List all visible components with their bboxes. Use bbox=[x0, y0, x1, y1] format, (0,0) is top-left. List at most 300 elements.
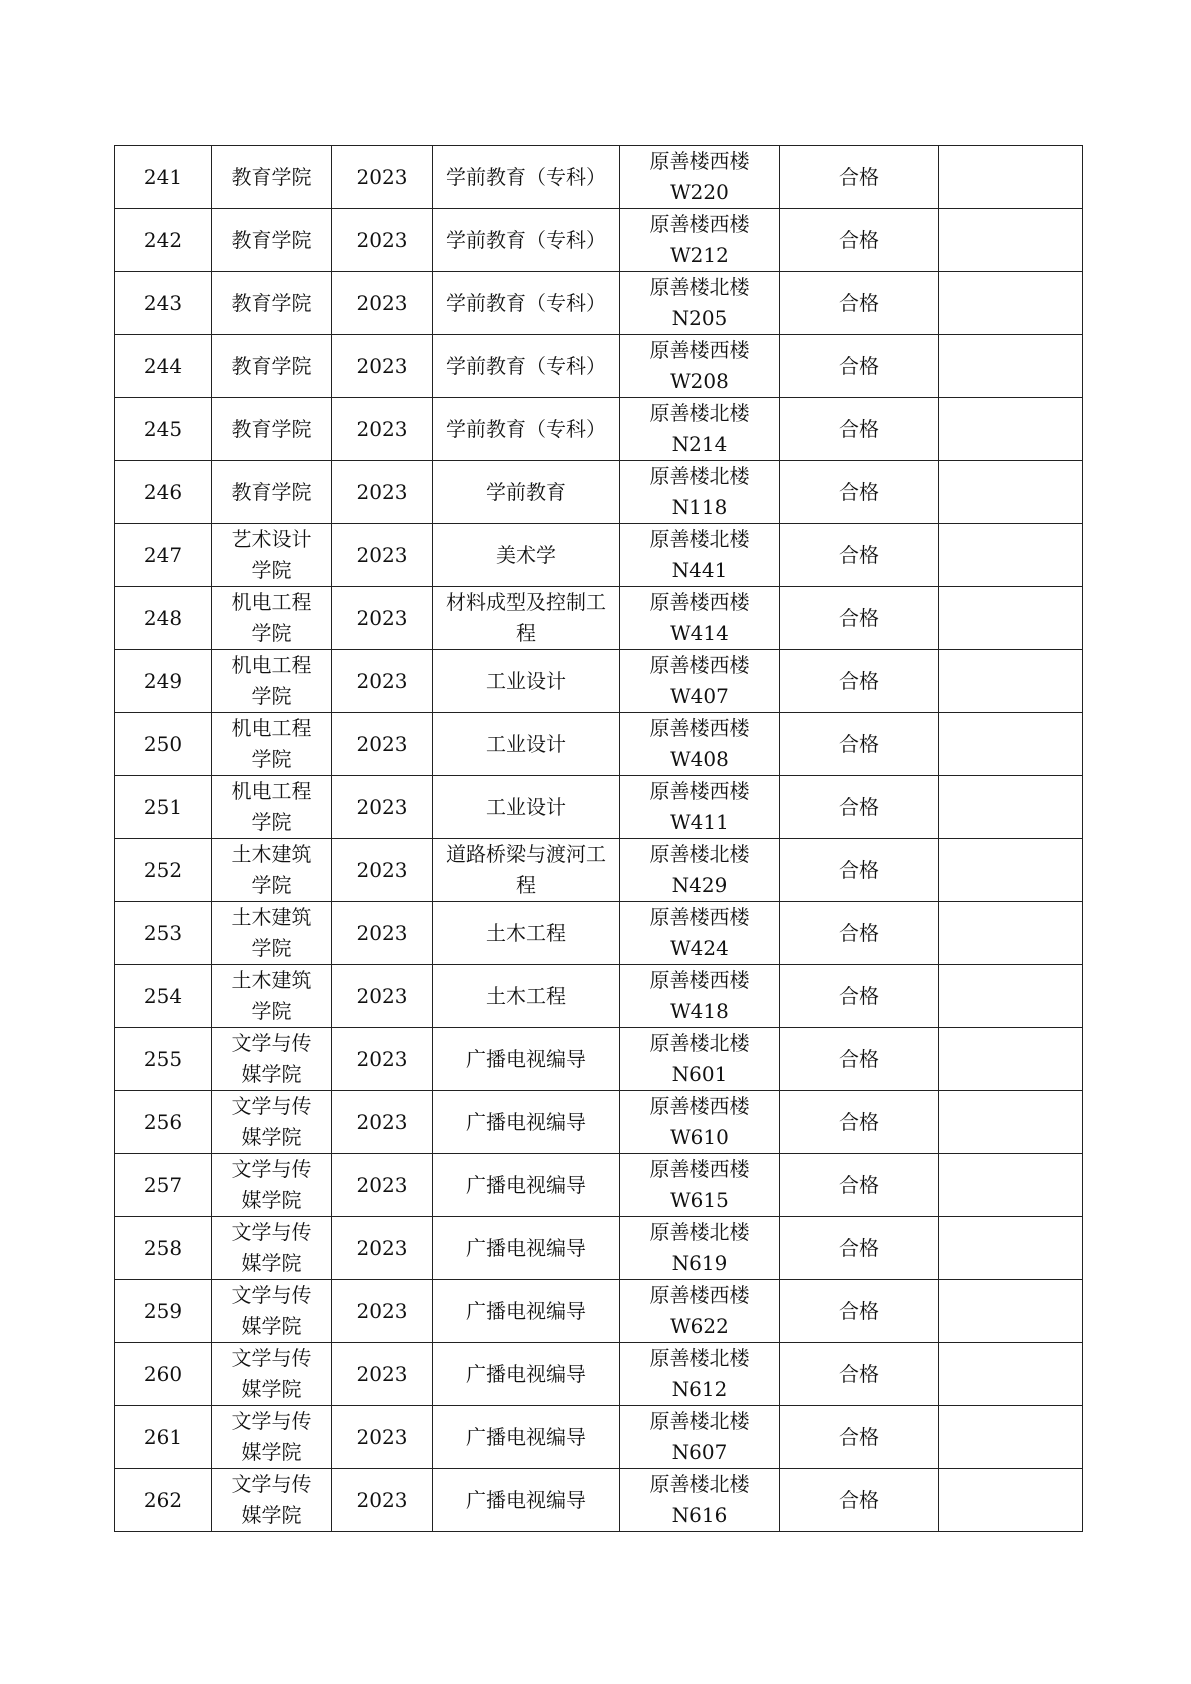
cell-note bbox=[939, 902, 1083, 965]
cell-number bbox=[115, 1028, 212, 1091]
cell-number bbox=[115, 146, 212, 209]
cell-major-text: 广播电视编导 bbox=[466, 1487, 586, 1512]
cell-year bbox=[332, 1091, 433, 1154]
table-row bbox=[115, 839, 1083, 902]
cell-year-text: 2023 bbox=[356, 605, 408, 630]
table-row bbox=[115, 1217, 1083, 1280]
cell-college-text: 艺术设计学院 bbox=[231, 527, 312, 582]
cell-college-text: 文学与传媒学院 bbox=[231, 1031, 312, 1086]
cell-note bbox=[939, 713, 1083, 776]
cell-college bbox=[212, 1154, 332, 1217]
cell-exam-room bbox=[620, 1469, 780, 1532]
room-number: W407 bbox=[670, 684, 729, 708]
cell-year bbox=[332, 146, 433, 209]
cell-major-text: 广播电视编导 bbox=[466, 1298, 586, 1323]
cell-number bbox=[115, 776, 212, 839]
cell-result-text: 合格 bbox=[839, 983, 879, 1008]
cell-number-text: 245 bbox=[143, 416, 183, 441]
table-row bbox=[115, 902, 1083, 965]
room-number: W615 bbox=[670, 1188, 729, 1212]
cell-note bbox=[939, 272, 1083, 335]
cell-note bbox=[939, 1217, 1083, 1280]
cell-number-text: 255 bbox=[143, 1046, 183, 1071]
cell-number-text: 248 bbox=[143, 605, 183, 630]
cell-result bbox=[780, 335, 939, 398]
cell-major-text: 材料成型及控制工程 bbox=[446, 590, 606, 645]
cell-note bbox=[939, 650, 1083, 713]
cell-college bbox=[212, 1469, 332, 1532]
cell-college-text: 机电工程学院 bbox=[231, 716, 312, 771]
cell-college-text: 文学与传媒学院 bbox=[231, 1346, 312, 1401]
cell-number-text: 243 bbox=[143, 290, 183, 315]
cell-result bbox=[780, 965, 939, 1028]
cell-number-text: 259 bbox=[143, 1298, 183, 1323]
room-building: 原善楼北楼 bbox=[649, 275, 750, 299]
cell-college bbox=[212, 776, 332, 839]
cell-exam-room bbox=[620, 1280, 780, 1343]
cell-college bbox=[212, 1091, 332, 1154]
cell-major-text: 广播电视编导 bbox=[466, 1109, 586, 1134]
room-building: 原善楼北楼 bbox=[649, 527, 750, 551]
cell-result-text: 合格 bbox=[839, 920, 879, 945]
cell-college bbox=[212, 902, 332, 965]
cell-college-text: 机电工程学院 bbox=[231, 779, 312, 834]
cell-major bbox=[433, 1343, 620, 1406]
cell-year-text: 2023 bbox=[356, 1109, 408, 1134]
cell-major bbox=[433, 335, 620, 398]
room-number: N601 bbox=[671, 1062, 728, 1086]
cell-result-text: 合格 bbox=[839, 1361, 879, 1386]
cell-exam-room bbox=[620, 524, 780, 587]
cell-major-text: 广播电视编导 bbox=[466, 1172, 586, 1197]
cell-result bbox=[780, 272, 939, 335]
cell-year-text: 2023 bbox=[356, 1424, 408, 1449]
table-row bbox=[115, 461, 1083, 524]
cell-college bbox=[212, 1406, 332, 1469]
cell-number bbox=[115, 398, 212, 461]
cell-number-text: 254 bbox=[143, 983, 183, 1008]
cell-college bbox=[212, 965, 332, 1028]
cell-year-text: 2023 bbox=[356, 731, 408, 756]
cell-note bbox=[939, 839, 1083, 902]
cell-result bbox=[780, 1280, 939, 1343]
cell-year-text: 2023 bbox=[356, 1298, 408, 1323]
cell-result bbox=[780, 587, 939, 650]
cell-year bbox=[332, 965, 433, 1028]
cell-college bbox=[212, 461, 332, 524]
cell-major bbox=[433, 587, 620, 650]
cell-number-text: 242 bbox=[143, 227, 183, 252]
room-building: 原善楼西楼 bbox=[649, 1094, 750, 1118]
cell-major bbox=[433, 272, 620, 335]
cell-number-text: 256 bbox=[143, 1109, 183, 1134]
cell-exam-room bbox=[620, 146, 780, 209]
cell-year-text: 2023 bbox=[356, 1172, 408, 1197]
cell-year bbox=[332, 1343, 433, 1406]
cell-year bbox=[332, 839, 433, 902]
cell-number bbox=[115, 209, 212, 272]
cell-college bbox=[212, 650, 332, 713]
table-body bbox=[115, 146, 1083, 1532]
table-row bbox=[115, 1343, 1083, 1406]
cell-college bbox=[212, 839, 332, 902]
cell-year-text: 2023 bbox=[356, 227, 408, 252]
cell-exam-room bbox=[620, 902, 780, 965]
cell-exam-room bbox=[620, 335, 780, 398]
cell-college-text: 机电工程学院 bbox=[231, 653, 312, 708]
room-building: 原善楼北楼 bbox=[649, 1346, 750, 1370]
cell-college-text: 机电工程学院 bbox=[231, 590, 312, 645]
cell-exam-room bbox=[620, 965, 780, 1028]
cell-result-text: 合格 bbox=[839, 353, 879, 378]
room-building: 原善楼北楼 bbox=[649, 1472, 750, 1496]
cell-college bbox=[212, 398, 332, 461]
cell-year bbox=[332, 335, 433, 398]
cell-exam-room bbox=[620, 272, 780, 335]
cell-year-text: 2023 bbox=[356, 668, 408, 693]
cell-year-text: 2023 bbox=[356, 794, 408, 819]
cell-note bbox=[939, 398, 1083, 461]
cell-major-text: 学前教育（专科） bbox=[446, 416, 606, 441]
cell-college-text: 教育学院 bbox=[231, 416, 312, 441]
cell-number bbox=[115, 1154, 212, 1217]
cell-major-text: 工业设计 bbox=[486, 731, 566, 756]
room-building: 原善楼西楼 bbox=[649, 338, 750, 362]
cell-year-text: 2023 bbox=[356, 164, 408, 189]
cell-result-text: 合格 bbox=[839, 1046, 879, 1071]
cell-note bbox=[939, 1406, 1083, 1469]
cell-number bbox=[115, 587, 212, 650]
cell-number-text: 246 bbox=[143, 479, 183, 504]
cell-year bbox=[332, 524, 433, 587]
cell-college bbox=[212, 587, 332, 650]
cell-year bbox=[332, 713, 433, 776]
cell-college bbox=[212, 1343, 332, 1406]
cell-result bbox=[780, 1154, 939, 1217]
cell-year-text: 2023 bbox=[356, 290, 408, 315]
cell-result bbox=[780, 650, 939, 713]
cell-college-text: 教育学院 bbox=[231, 227, 312, 252]
cell-exam-room bbox=[620, 1154, 780, 1217]
cell-exam-room bbox=[620, 1217, 780, 1280]
cell-result-text: 合格 bbox=[839, 227, 879, 252]
room-building: 原善楼北楼 bbox=[649, 401, 750, 425]
cell-college-text: 教育学院 bbox=[231, 290, 312, 315]
cell-number-text: 249 bbox=[143, 668, 183, 693]
cell-exam-room bbox=[620, 839, 780, 902]
cell-result-text: 合格 bbox=[839, 1109, 879, 1134]
cell-note bbox=[939, 1280, 1083, 1343]
cell-year-text: 2023 bbox=[356, 1361, 408, 1386]
cell-number bbox=[115, 1469, 212, 1532]
cell-major bbox=[433, 713, 620, 776]
cell-college bbox=[212, 1280, 332, 1343]
cell-result-text: 合格 bbox=[839, 857, 879, 882]
cell-number bbox=[115, 839, 212, 902]
room-building: 原善楼西楼 bbox=[649, 653, 750, 677]
cell-number-text: 247 bbox=[143, 542, 183, 567]
cell-note bbox=[939, 1469, 1083, 1532]
room-number: W418 bbox=[670, 999, 729, 1023]
cell-major-text: 美术学 bbox=[496, 542, 556, 567]
cell-major bbox=[433, 524, 620, 587]
table-row bbox=[115, 335, 1083, 398]
cell-major-text: 学前教育（专科） bbox=[446, 290, 606, 315]
cell-result bbox=[780, 1406, 939, 1469]
cell-major-text: 土木工程 bbox=[486, 983, 566, 1008]
cell-number-text: 253 bbox=[143, 920, 183, 945]
cell-year-text: 2023 bbox=[356, 1487, 408, 1512]
cell-result bbox=[780, 1469, 939, 1532]
cell-exam-room bbox=[620, 1091, 780, 1154]
cell-result bbox=[780, 146, 939, 209]
cell-college-text: 文学与传媒学院 bbox=[231, 1157, 312, 1212]
room-number: N214 bbox=[671, 432, 728, 456]
room-building: 原善楼北楼 bbox=[649, 464, 750, 488]
cell-major bbox=[433, 965, 620, 1028]
cell-college bbox=[212, 1217, 332, 1280]
cell-year-text: 2023 bbox=[356, 542, 408, 567]
cell-college bbox=[212, 1028, 332, 1091]
cell-major bbox=[433, 146, 620, 209]
cell-major bbox=[433, 1217, 620, 1280]
cell-number bbox=[115, 461, 212, 524]
cell-note bbox=[939, 1028, 1083, 1091]
cell-major-text: 学前教育 bbox=[486, 479, 566, 504]
cell-year-text: 2023 bbox=[356, 416, 408, 441]
cell-note bbox=[939, 1343, 1083, 1406]
cell-result-text: 合格 bbox=[839, 1235, 879, 1260]
cell-result bbox=[780, 209, 939, 272]
cell-year bbox=[332, 1280, 433, 1343]
cell-note bbox=[939, 146, 1083, 209]
cell-year bbox=[332, 398, 433, 461]
cell-result-text: 合格 bbox=[839, 731, 879, 756]
table-row bbox=[115, 650, 1083, 713]
room-number: W408 bbox=[670, 747, 729, 771]
table-row bbox=[115, 209, 1083, 272]
cell-college-text: 文学与传媒学院 bbox=[231, 1283, 312, 1338]
cell-number bbox=[115, 1091, 212, 1154]
cell-year bbox=[332, 650, 433, 713]
cell-note bbox=[939, 209, 1083, 272]
cell-year bbox=[332, 587, 433, 650]
cell-college bbox=[212, 272, 332, 335]
cell-exam-room bbox=[620, 461, 780, 524]
cell-result-text: 合格 bbox=[839, 290, 879, 315]
cell-number-text: 244 bbox=[143, 353, 183, 378]
cell-major-text: 道路桥梁与渡河工程 bbox=[446, 842, 606, 897]
table-row bbox=[115, 1091, 1083, 1154]
table-row bbox=[115, 272, 1083, 335]
cell-year-text: 2023 bbox=[356, 1235, 408, 1260]
room-number: N205 bbox=[671, 306, 728, 330]
cell-major-text: 学前教育（专科） bbox=[446, 353, 606, 378]
cell-number-text: 257 bbox=[143, 1172, 183, 1197]
cell-number bbox=[115, 650, 212, 713]
table-row bbox=[115, 1469, 1083, 1532]
cell-major bbox=[433, 1280, 620, 1343]
cell-result bbox=[780, 713, 939, 776]
table-row bbox=[115, 1280, 1083, 1343]
cell-major bbox=[433, 1028, 620, 1091]
room-number: W411 bbox=[670, 810, 729, 834]
room-building: 原善楼西楼 bbox=[649, 590, 750, 614]
cell-major bbox=[433, 902, 620, 965]
cell-exam-room bbox=[620, 398, 780, 461]
cell-result-text: 合格 bbox=[839, 416, 879, 441]
cell-result bbox=[780, 524, 939, 587]
cell-college-text: 土木建筑学院 bbox=[231, 842, 312, 897]
room-building: 原善楼西楼 bbox=[649, 1157, 750, 1181]
cell-major-text: 广播电视编导 bbox=[466, 1046, 586, 1071]
cell-major-text: 广播电视编导 bbox=[466, 1361, 586, 1386]
cell-result-text: 合格 bbox=[839, 1487, 879, 1512]
cell-college-text: 教育学院 bbox=[231, 353, 312, 378]
cell-college bbox=[212, 146, 332, 209]
cell-year-text: 2023 bbox=[356, 353, 408, 378]
cell-exam-room bbox=[620, 587, 780, 650]
room-building: 原善楼北楼 bbox=[649, 1409, 750, 1433]
table-row bbox=[115, 776, 1083, 839]
cell-year bbox=[332, 272, 433, 335]
table-row bbox=[115, 524, 1083, 587]
cell-year bbox=[332, 1217, 433, 1280]
cell-result bbox=[780, 461, 939, 524]
cell-number-text: 262 bbox=[143, 1487, 183, 1512]
cell-college-text: 土木建筑学院 bbox=[231, 968, 312, 1023]
table-row bbox=[115, 1406, 1083, 1469]
cell-result-text: 合格 bbox=[839, 479, 879, 504]
room-number: W220 bbox=[670, 180, 729, 204]
room-number: N612 bbox=[671, 1377, 728, 1401]
cell-major-text: 土木工程 bbox=[486, 920, 566, 945]
cell-result bbox=[780, 398, 939, 461]
cell-number bbox=[115, 965, 212, 1028]
cell-year bbox=[332, 1406, 433, 1469]
room-number: W208 bbox=[670, 369, 729, 393]
cell-result-text: 合格 bbox=[839, 542, 879, 567]
cell-note bbox=[939, 965, 1083, 1028]
cell-exam-room bbox=[620, 1406, 780, 1469]
cell-college-text: 教育学院 bbox=[231, 479, 312, 504]
cell-college-text: 文学与传媒学院 bbox=[231, 1220, 312, 1275]
cell-year-text: 2023 bbox=[356, 479, 408, 504]
cell-number-text: 252 bbox=[143, 857, 183, 882]
room-number: W424 bbox=[670, 936, 729, 960]
cell-number bbox=[115, 335, 212, 398]
table-row bbox=[115, 1154, 1083, 1217]
cell-number bbox=[115, 713, 212, 776]
cell-college-text: 文学与传媒学院 bbox=[231, 1094, 312, 1149]
cell-result-text: 合格 bbox=[839, 605, 879, 630]
cell-exam-room bbox=[620, 650, 780, 713]
cell-college-text: 文学与传媒学院 bbox=[231, 1409, 312, 1464]
cell-major bbox=[433, 1469, 620, 1532]
cell-number-text: 258 bbox=[143, 1235, 183, 1260]
room-number: N441 bbox=[671, 558, 728, 582]
cell-major bbox=[433, 1406, 620, 1469]
table-row bbox=[115, 1028, 1083, 1091]
cell-major bbox=[433, 209, 620, 272]
cell-number bbox=[115, 1217, 212, 1280]
cell-year-text: 2023 bbox=[356, 1046, 408, 1071]
cell-year bbox=[332, 1028, 433, 1091]
cell-number bbox=[115, 1280, 212, 1343]
cell-major-text: 工业设计 bbox=[486, 668, 566, 693]
room-number: N429 bbox=[671, 873, 728, 897]
cell-year bbox=[332, 461, 433, 524]
cell-exam-room bbox=[620, 209, 780, 272]
cell-number bbox=[115, 902, 212, 965]
cell-result-text: 合格 bbox=[839, 1424, 879, 1449]
cell-major bbox=[433, 776, 620, 839]
room-building: 原善楼西楼 bbox=[649, 212, 750, 236]
table-row bbox=[115, 146, 1083, 209]
cell-note bbox=[939, 1154, 1083, 1217]
cell-year bbox=[332, 209, 433, 272]
cell-result-text: 合格 bbox=[839, 1172, 879, 1197]
cell-note bbox=[939, 1091, 1083, 1154]
inspection-result-table bbox=[114, 145, 1083, 1532]
room-number: N616 bbox=[671, 1503, 728, 1527]
cell-year bbox=[332, 776, 433, 839]
cell-college bbox=[212, 713, 332, 776]
cell-year-text: 2023 bbox=[356, 857, 408, 882]
cell-number bbox=[115, 272, 212, 335]
cell-exam-room bbox=[620, 776, 780, 839]
cell-result bbox=[780, 1091, 939, 1154]
cell-major bbox=[433, 839, 620, 902]
cell-result bbox=[780, 902, 939, 965]
room-building: 原善楼西楼 bbox=[649, 968, 750, 992]
room-number: N619 bbox=[671, 1251, 728, 1275]
cell-number-text: 261 bbox=[143, 1424, 183, 1449]
room-number: W622 bbox=[670, 1314, 729, 1338]
cell-exam-room bbox=[620, 713, 780, 776]
cell-college-text: 土木建筑学院 bbox=[231, 905, 312, 960]
cell-number bbox=[115, 1406, 212, 1469]
room-building: 原善楼北楼 bbox=[649, 842, 750, 866]
cell-college-text: 文学与传媒学院 bbox=[231, 1472, 312, 1527]
cell-result-text: 合格 bbox=[839, 1298, 879, 1323]
cell-major-text: 工业设计 bbox=[486, 794, 566, 819]
room-building: 原善楼西楼 bbox=[649, 779, 750, 803]
cell-major-text: 广播电视编导 bbox=[466, 1235, 586, 1260]
cell-result bbox=[780, 1028, 939, 1091]
cell-year bbox=[332, 1154, 433, 1217]
cell-year bbox=[332, 1469, 433, 1532]
table-row bbox=[115, 713, 1083, 776]
room-building: 原善楼北楼 bbox=[649, 1031, 750, 1055]
cell-exam-room bbox=[620, 1028, 780, 1091]
cell-college bbox=[212, 209, 332, 272]
room-building: 原善楼西楼 bbox=[649, 1283, 750, 1307]
cell-number-text: 250 bbox=[143, 731, 183, 756]
cell-major bbox=[433, 1154, 620, 1217]
cell-year bbox=[332, 902, 433, 965]
cell-major bbox=[433, 1091, 620, 1154]
cell-year-text: 2023 bbox=[356, 920, 408, 945]
cell-major-text: 广播电视编导 bbox=[466, 1424, 586, 1449]
cell-result-text: 合格 bbox=[839, 794, 879, 819]
cell-result bbox=[780, 839, 939, 902]
cell-result-text: 合格 bbox=[839, 668, 879, 693]
cell-note bbox=[939, 335, 1083, 398]
cell-note bbox=[939, 461, 1083, 524]
cell-college bbox=[212, 335, 332, 398]
room-building: 原善楼北楼 bbox=[649, 1220, 750, 1244]
